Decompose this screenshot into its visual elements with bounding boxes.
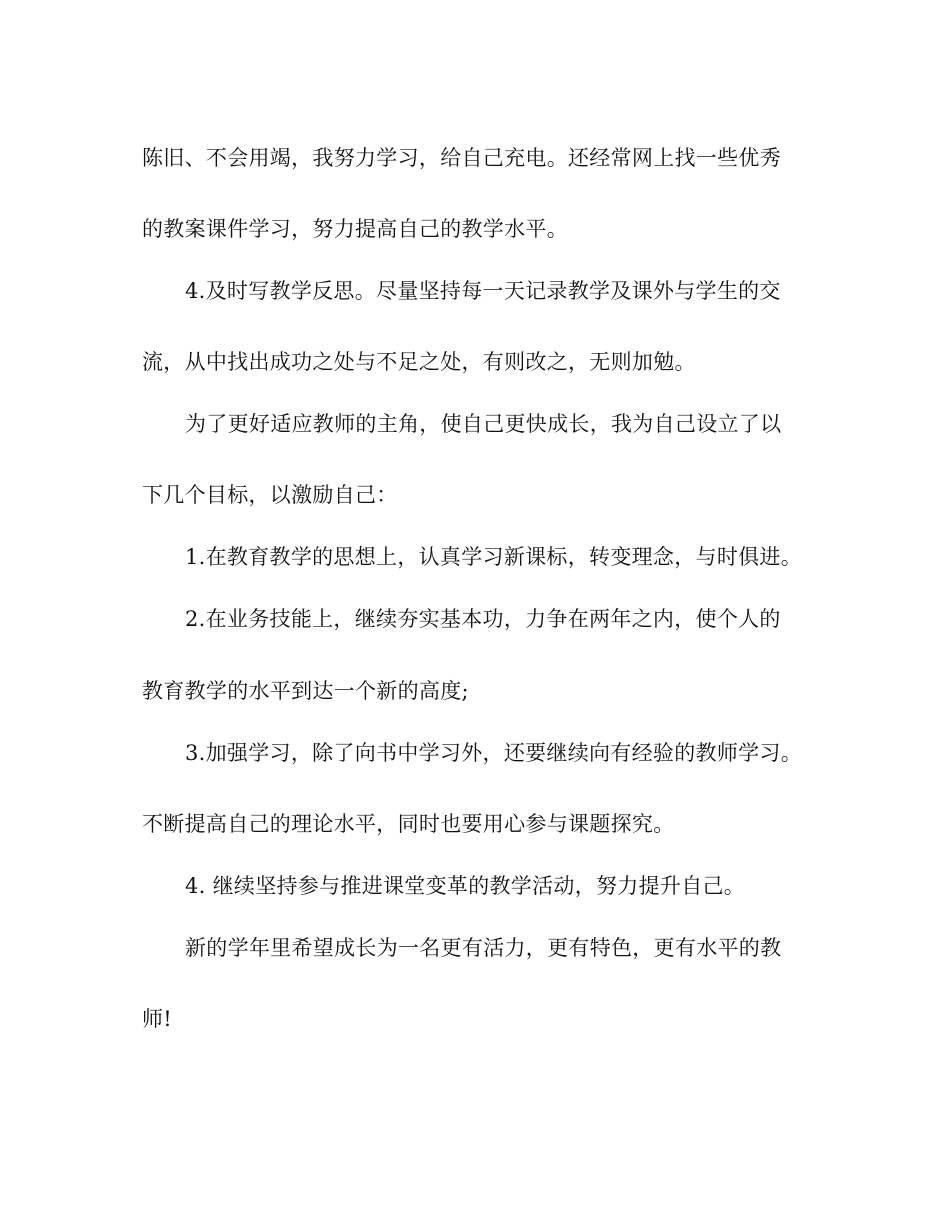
paragraph-line: 4. 继续坚持参与推进课堂变革的教学活动，努力提升自己。 xyxy=(185,874,746,898)
paragraph-line: 教育教学的水平到达一个新的高度; xyxy=(142,679,469,703)
paragraph-line: 2.在业务技能上，继续夯实基本功，力争在两年之内，使个人的 xyxy=(185,607,781,631)
paragraph-line: 为了更好适应教师的主角，使自己更快成长，我为自己设立了以 xyxy=(185,412,782,436)
paragraph-line: 的教案课件学习，努力提高自己的教学水平。 xyxy=(142,217,568,241)
paragraph-line: 4.及时写教学反思。尽量坚持每一天记录教学及课外与学生的交 xyxy=(185,279,781,303)
paragraph-line: 新的学年里希望成长为一名更有活力，更有特色，更有水平的教 xyxy=(185,936,782,960)
paragraph-line: 3.加强学习，除了向书中学习外，还要继续向有经验的教师学习。 xyxy=(185,741,803,765)
paragraph-line: 不断提高自己的理论水平，同时也要用心参与课题探究。 xyxy=(142,812,675,836)
paragraph-line: 下几个目标，以激励自己： xyxy=(142,483,398,507)
paragraph-line: 流，从中找出成功之处与不足之处，有则改之，无则加勉。 xyxy=(142,350,696,374)
paragraph-line: 1.在教育教学的思想上，认真学习新课标，转变理念，与时俱进。 xyxy=(185,545,803,569)
paragraph-line: 陈旧、不会用竭，我努力学习，给自己充电。还经常网上找一些优秀 xyxy=(142,146,781,170)
paragraph-line: 师! xyxy=(142,1007,173,1031)
